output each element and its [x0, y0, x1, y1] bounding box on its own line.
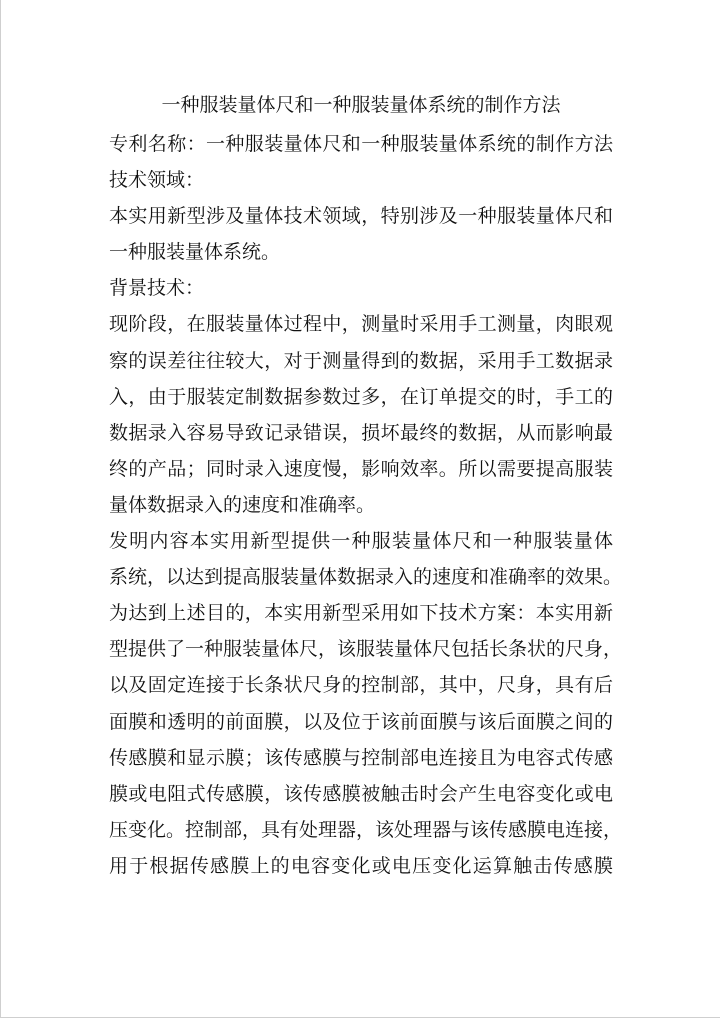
document-title: 一种服装量体尺和一种服装量体系统的制作方法: [161, 94, 561, 116]
text-line: 数据录入容易导致记录错误，损坏最终的数据，从而影响最: [109, 421, 613, 444]
text-line: 发明内容本实用新型提供一种服装量体尺和一种服装量体: [109, 530, 613, 553]
text-line: 膜或电阻式传感膜，该传感膜被触击时会产生电容变化或电: [109, 782, 613, 805]
text-line: 终的产品；同时录入速度慢，影响效率。所以需要提高服装: [109, 457, 613, 480]
document-body: [109, 126, 623, 884]
text-line: 压变化。控制部，具有处理器，该处理器与该传感膜电连接，: [109, 818, 623, 841]
text-line: 专利名称：一种服装量体尺和一种服装量体系统的制作方法: [109, 133, 613, 155]
text-line: 背景技术：: [109, 277, 205, 300]
text-line: 传感膜和显示膜；该传感膜与控制部电连接且为电容式传感: [109, 746, 613, 769]
text-line: 量体数据录入的速度和准确率。: [109, 493, 376, 516]
text-line: 用于根据传感膜上的电容变化或电压变化运算触击传感膜: [109, 854, 613, 877]
text-line: 现阶段，在服装量体过程中，测量时采用手工测量，肉眼观: [109, 313, 613, 336]
text-line: 系统，以达到提高服装量体数据录入的速度和准确率的效果。: [109, 566, 623, 589]
text-line: 为达到上述目的，本实用新型采用如下技术方案：本实用新: [109, 602, 613, 625]
text-line: 面膜和透明的前面膜，以及位于该前面膜与该后面膜之间的: [109, 710, 613, 733]
text-line: 察的误差往往较大，对于测量得到的数据，采用手工数据录: [109, 349, 613, 372]
text-line: 本实用新型涉及量体技术领域，特别涉及一种服装量体尺和: [109, 205, 613, 228]
text-line: 技术领域：: [109, 169, 205, 192]
text-line: 以及固定连接于长条状尺身的控制部，其中，尺身，具有后: [109, 674, 613, 697]
text-line: 型提供了一种服装量体尺，该服装量体尺包括长条状的尺身，: [109, 638, 623, 661]
text-line: 入，由于服装定制数据参数过多，在订单提交的时，手工的: [109, 385, 613, 408]
text-line: 一种服装量体系统。: [109, 241, 281, 264]
